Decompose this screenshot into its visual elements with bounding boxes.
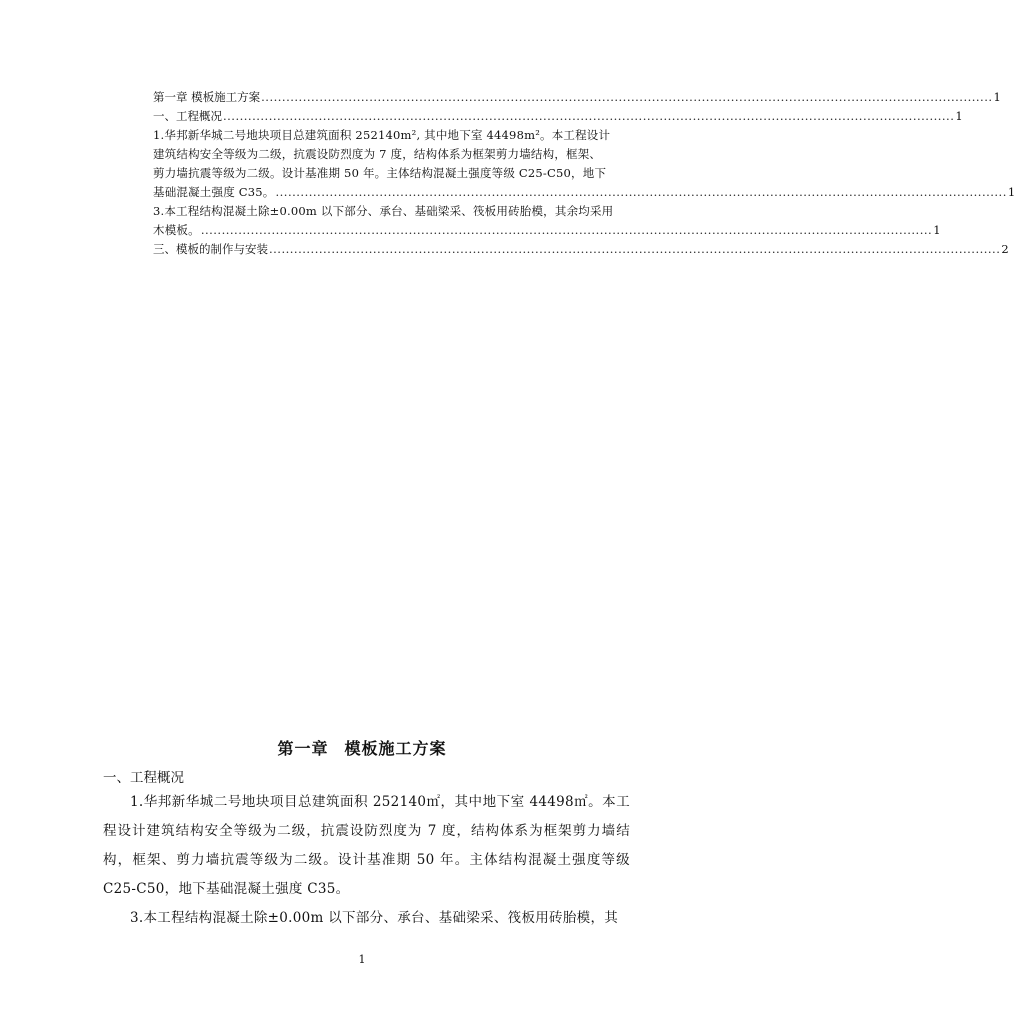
toc-entry-line: 3.本工程结构混凝土除±0.00m 以下部分、承台、基础梁采、筏板用砖胎模，其余均采用 <box>153 204 614 218</box>
toc-leader-dots: ................................................................................................................................................................................ <box>261 90 993 104</box>
toc-entry-label: 基础混凝土强度 C35。 <box>153 185 275 199</box>
toc-page-number: 1 <box>955 109 963 123</box>
table-of-contents <box>153 88 1015 259</box>
toc-entry-label: 木模板。 <box>153 223 200 237</box>
toc-entry-last-line <box>153 183 1015 202</box>
toc-entry[interactable] <box>153 240 1009 259</box>
toc-leader-dots: ................................................................................................................................................................................ <box>223 109 955 123</box>
toc-page-number: 2 <box>1001 242 1009 256</box>
toc-page-number: 1 <box>1007 185 1015 199</box>
chapter-name: 模板施工方案 <box>344 739 447 758</box>
toc-leader-dots: ................................................................................................................................................................................ <box>269 242 1001 256</box>
section-heading: 一、工程概况 <box>103 770 184 786</box>
paragraph: 3.本工程结构混凝土除±0.00m 以下部分、承台、基础梁采、筏板用砖胎模，其 <box>130 910 619 926</box>
body-text <box>103 788 630 933</box>
toc-page-number: 1 <box>933 223 941 237</box>
paragraph: 1.华邦新华城二号地块项目总建筑面积 252140㎡，其中地下室 44498㎡。本工程设计建筑结构安全等级为二级，抗震设防烈度为 7 度，结构体系为框架剪力墙结构，框架、剪力墙抗震等级为二级。设计基准期 50 年。主体结构混凝土强度等级 C25-C50，地下基础混凝土强度 C35。 <box>103 794 630 897</box>
toc-entry-line: 剪力墙抗震等级为二级。设计基准期 50 年。主体结构混凝土强度等级 C25-C50，地下 <box>153 166 607 180</box>
toc-entry-last-line <box>153 221 941 240</box>
toc-entry[interactable] <box>153 107 963 126</box>
toc-leader-dots: ................................................................................................................................................................................ <box>200 223 933 237</box>
toc-entry-line: 1.华邦新华城二号地块项目总建筑面积 252140m², 其中地下室 44498m²。本工程设计 <box>153 128 611 142</box>
toc-entry-line: 建筑结构安全等级为二级，抗震设防烈度为 7 度，结构体系为框架剪力墙结构，框架、 <box>153 147 602 161</box>
toc-leader-dots: ................................................................................................................................................................................ <box>275 185 1007 199</box>
chapter-title <box>0 736 724 759</box>
chapter-number: 第一章 <box>277 739 329 758</box>
page-number: 1 <box>358 953 366 966</box>
toc-entry-label: 三、模板的制作与安装 <box>153 242 268 256</box>
toc-entry-long[interactable] <box>153 126 1015 202</box>
toc-entry-long[interactable] <box>153 202 941 240</box>
toc-entry-label: 第一章 模板施工方案 <box>153 90 261 104</box>
toc-entry[interactable] <box>153 88 1001 107</box>
toc-entry-label: 一、工程概况 <box>153 109 222 123</box>
toc-page-number: 1 <box>993 90 1001 104</box>
